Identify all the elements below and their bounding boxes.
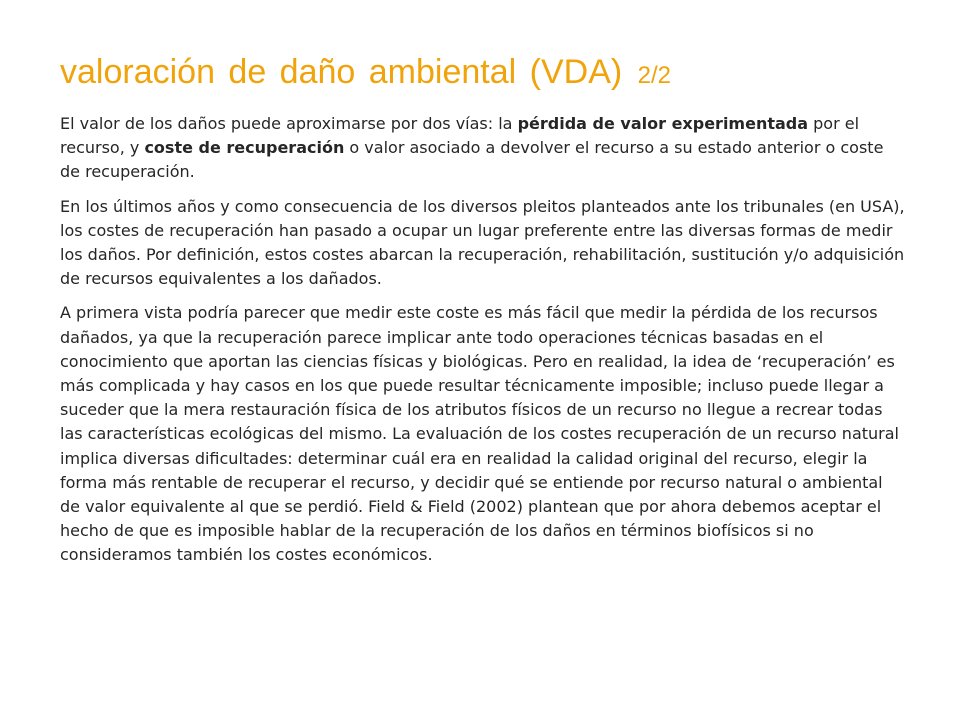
slide-title-main: valoración de daño ambiental (VDA) [60,53,623,91]
slide-body [60,112,906,578]
paragraph-3: A primera vista podría parecer que medir este coste es más fácil que medir la pérdida de los recursos dañados, ya que la recuperación parece implicar ante todo operaciones técnicas basadas en el conocimiento que aportan las ciencias físicas y biológicas. Pero en realidad, la idea de ‘recuperación’ es más complicada y hay casos en los que puede resultar técnicamente imposible; incluso puede llegar a suceder que la mera restauración física de los atributos físicos de un recurso no llegue a recrear todas las características ecológicas del mismo. La evaluación de los costes recuperación de un recurso natural implica diversas dificultades: determinar cuál era en realidad la calidad original del recurso, elegir la forma más rentable de recuperar el recurso, y decidir qué se entiende por recurso natural o ambiental de valor equivalente al que se perdió. Field & Field (2002) plantean que por ahora debemos aceptar el hecho de que es imposible hablar de la recuperación de los daños en términos biofísicos si no consideramos también los costes económicos. [60,303,899,565]
paragraph-1-text-c: o valor asociado a devolver el recurso a su estado anterior o coste de recuperación. [60,138,884,182]
paragraph-1-bold-perdida: pérdida de valor experimentada [517,114,809,133]
paragraph-1-text-a: El valor de los daños puede aproximarse por dos vías: la [60,114,518,133]
paragraph-1-bold-coste: coste de recuperación [144,138,345,158]
slide-title [60,50,671,98]
paragraph-1 [60,112,906,185]
paragraph-1-text-b: por el recurso, y [60,114,860,158]
slide-page-indicator: 2/2 [637,62,672,89]
paragraph-2: En los últimos años y como consecuencia de los diversos pleitos planteados ante los tribunales (en USA), los costes de recuperación han pasado a ocupar un lugar preferente entre las diversas formas de medir los daños. Por definición, estos costes abarcan la recuperación, rehabilitación, sustitución y/o adquisición de recursos equivalentes a los dañados. [60,196,905,289]
